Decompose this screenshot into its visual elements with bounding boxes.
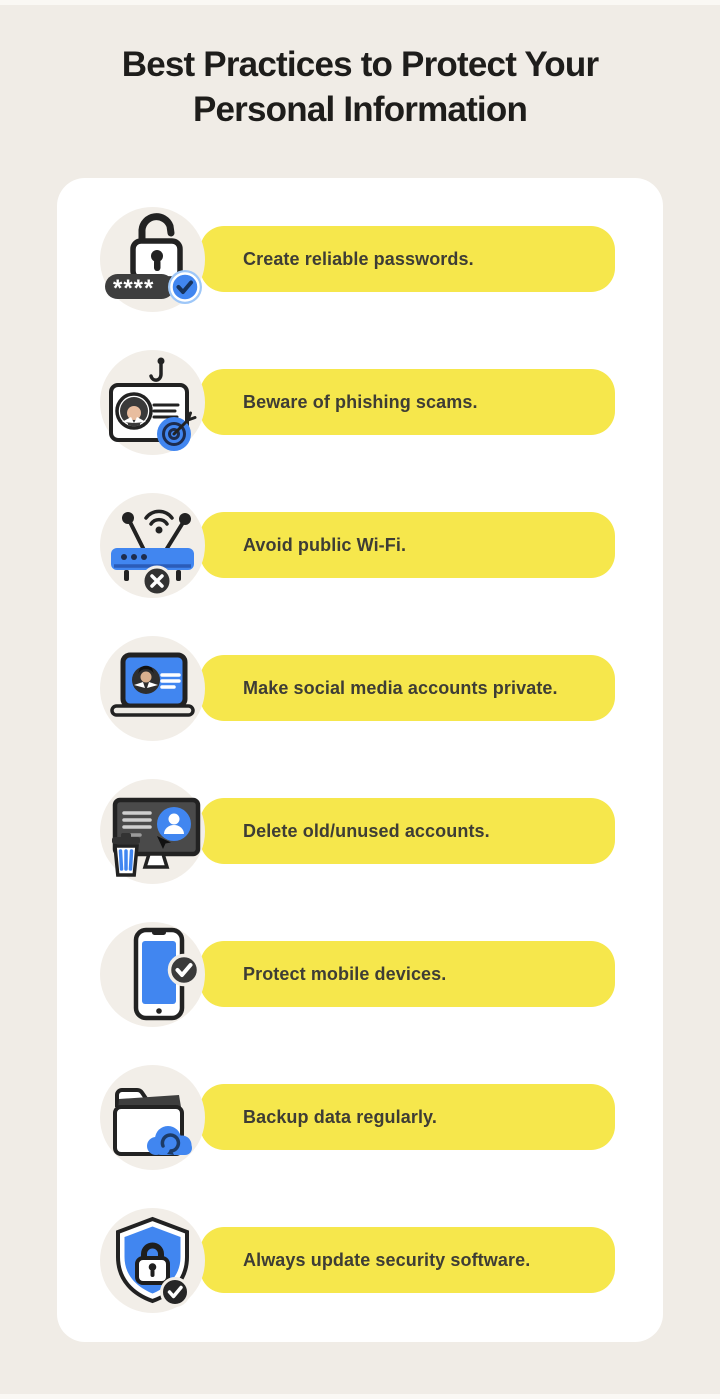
practice-label: Backup data regularly. [243, 1106, 437, 1127]
page-title-line1: Best Practices to Protect Your [121, 45, 599, 84]
bottom-edge-strip [0, 1394, 720, 1399]
best-practices-card [57, 178, 663, 1342]
backup-folder-cloud-icon [100, 1065, 205, 1170]
mobile-device-check-icon [100, 922, 205, 1027]
practice-banner [200, 1227, 615, 1293]
page-title [0, 42, 720, 132]
practice-banner [200, 369, 615, 435]
practice-label: Make social media accounts private. [243, 677, 558, 698]
phishing-id-card-icon [100, 350, 205, 455]
password-lock-icon [100, 207, 205, 312]
social-media-laptop-icon [100, 636, 205, 741]
practice-banner [200, 798, 615, 864]
delete-account-monitor-icon [100, 779, 205, 884]
practice-label: Protect mobile devices. [243, 963, 447, 984]
practice-banner [200, 941, 615, 1007]
practice-label: Delete old/unused accounts. [243, 820, 490, 841]
security-shield-lock-icon [100, 1208, 205, 1313]
practice-label: Always update security software. [243, 1249, 531, 1270]
practice-label: Beware of phishing scams. [243, 391, 478, 412]
top-edge-strip [0, 0, 720, 5]
list-item-mobile-devices [100, 922, 620, 1027]
list-item-phishing [100, 350, 620, 455]
practice-banner [200, 1084, 615, 1150]
practice-label: Create reliable passwords. [243, 248, 474, 269]
public-wifi-router-icon [100, 493, 205, 598]
list-item-delete-accounts [100, 779, 620, 884]
list-item-security-software [100, 1208, 620, 1313]
practice-banner [200, 226, 615, 292]
list-item-backup-data [100, 1065, 620, 1170]
practice-banner [200, 512, 615, 578]
page-title-line2: Personal Information [192, 90, 528, 129]
list-item-social-media [100, 636, 620, 741]
practice-banner [200, 655, 615, 721]
svg-text:****: **** [113, 275, 155, 302]
list-item-public-wifi [100, 493, 620, 598]
practice-label: Avoid public Wi-Fi. [243, 534, 407, 555]
list-item-passwords [100, 207, 620, 312]
